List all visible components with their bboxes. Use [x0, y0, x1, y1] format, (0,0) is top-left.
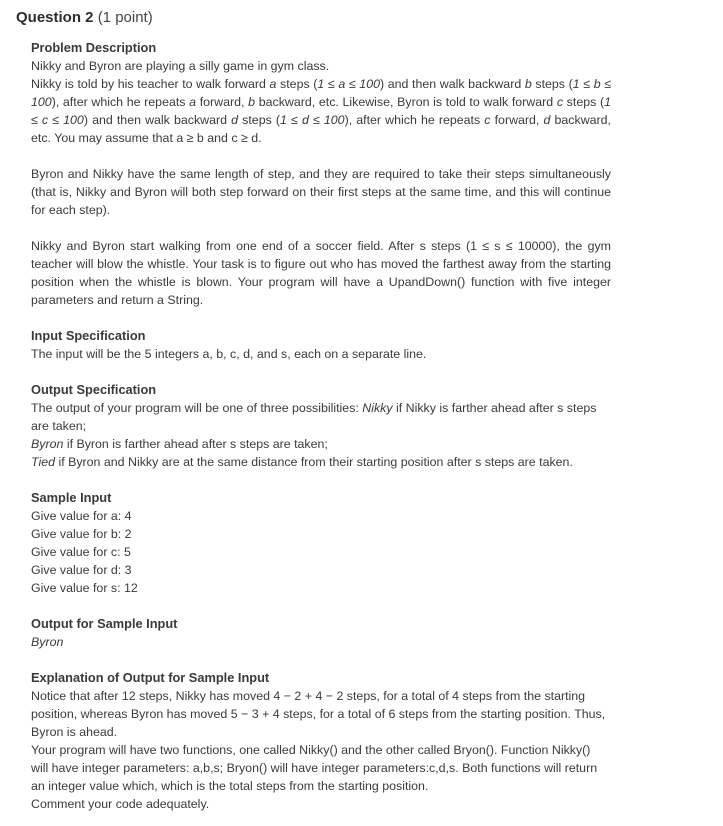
comment-instruction: Comment your code adequately.	[31, 797, 210, 811]
sample-output-heading: Output for Sample Input	[31, 616, 178, 631]
problem-intro: Nikky and Byron are playing a silly game in gym class.	[31, 59, 330, 73]
explanation-paragraph: Notice that after 12 steps, Nikky has moved 4 − 2 + 4 − 2 steps, for a total of 4 steps from the starting position, whereas Byron has moved 5 − 3 + 4 steps, for a total of 6 steps from the starting position. Thus, Byron is ahead.	[31, 689, 606, 739]
problem-description-heading: Problem Description	[31, 40, 157, 55]
question-title: Question 2	[16, 9, 94, 26]
sample-input-line: Give value for c: 5	[31, 545, 131, 559]
sample-input-line: Give value for a: 4	[31, 509, 132, 523]
problem-rules-paragraph: Nikky is told by his teacher to walk forward a steps (1 ≤ a ≤ 100) and then walk backward b steps (1 ≤ b ≤ 100), after which he repeats a forward, b backward, etc. Likewise, Byron is told to walk forward c steps (1 ≤ c ≤ 100) and then walk backward d steps (1 ≤ d ≤ 100), after which he repeats c forward, d backward, etc. You may assume that a ≥ b and c ≥ d.	[31, 77, 612, 145]
explanation-heading: Explanation of Output for Sample Input	[31, 670, 270, 685]
input-specification-text: The input will be the 5 integers a, b, c, d, and s, each on a separate line.	[31, 347, 427, 361]
sample-input-heading: Sample Input	[31, 490, 112, 505]
problem-task-paragraph: Nikky and Byron start walking from one end of a soccer field. After s steps (1 ≤ s ≤ 10000), the gym teacher will blow the whistle. Your task is to figure out who has moved the farthest away from the starting position when the whistle is blown. Your program will have a UpandDown() function with five integer parameters and return a String.	[31, 239, 611, 307]
problem-simultaneous-paragraph: Byron and Nikky have the same length of step, and they are required to take their steps simultaneously (that is, Nikky and Byron will both step forward on their first steps at the same time, and this will continue for each step).	[31, 167, 611, 217]
sample-input-line: Give value for d: 3	[31, 563, 132, 577]
sample-input-line: Give value for b: 2	[31, 527, 132, 541]
question-body	[31, 39, 611, 813]
sample-input-line: Give value for s: 12	[31, 581, 138, 595]
functions-paragraph: Your program will have two functions, one called Nikky() and the other called Bryon(). Function Nikky() will have integer parameters: a,b,s; Bryon() will have integer parameters:c,d,s. Both functions will return an integer value which, which is the total steps from the starting position.	[31, 743, 598, 793]
output-specification-byron: Byron if Byron is farther ahead after s steps are taken;	[31, 437, 328, 451]
sample-output-value: Byron	[31, 635, 64, 649]
question-header	[16, 9, 153, 26]
input-specification-heading: Input Specification	[31, 328, 146, 343]
output-specification-tied: Tied if Byron and Nikky are at the same distance from their starting position after s steps are taken.	[31, 455, 573, 469]
output-specification-nikky: The output of your program will be one of three possibilities: Nikky if Nikky is farther ahead after s steps are taken;	[31, 401, 597, 433]
output-specification-heading: Output Specification	[31, 382, 157, 397]
question-points: (1 point)	[97, 9, 153, 26]
